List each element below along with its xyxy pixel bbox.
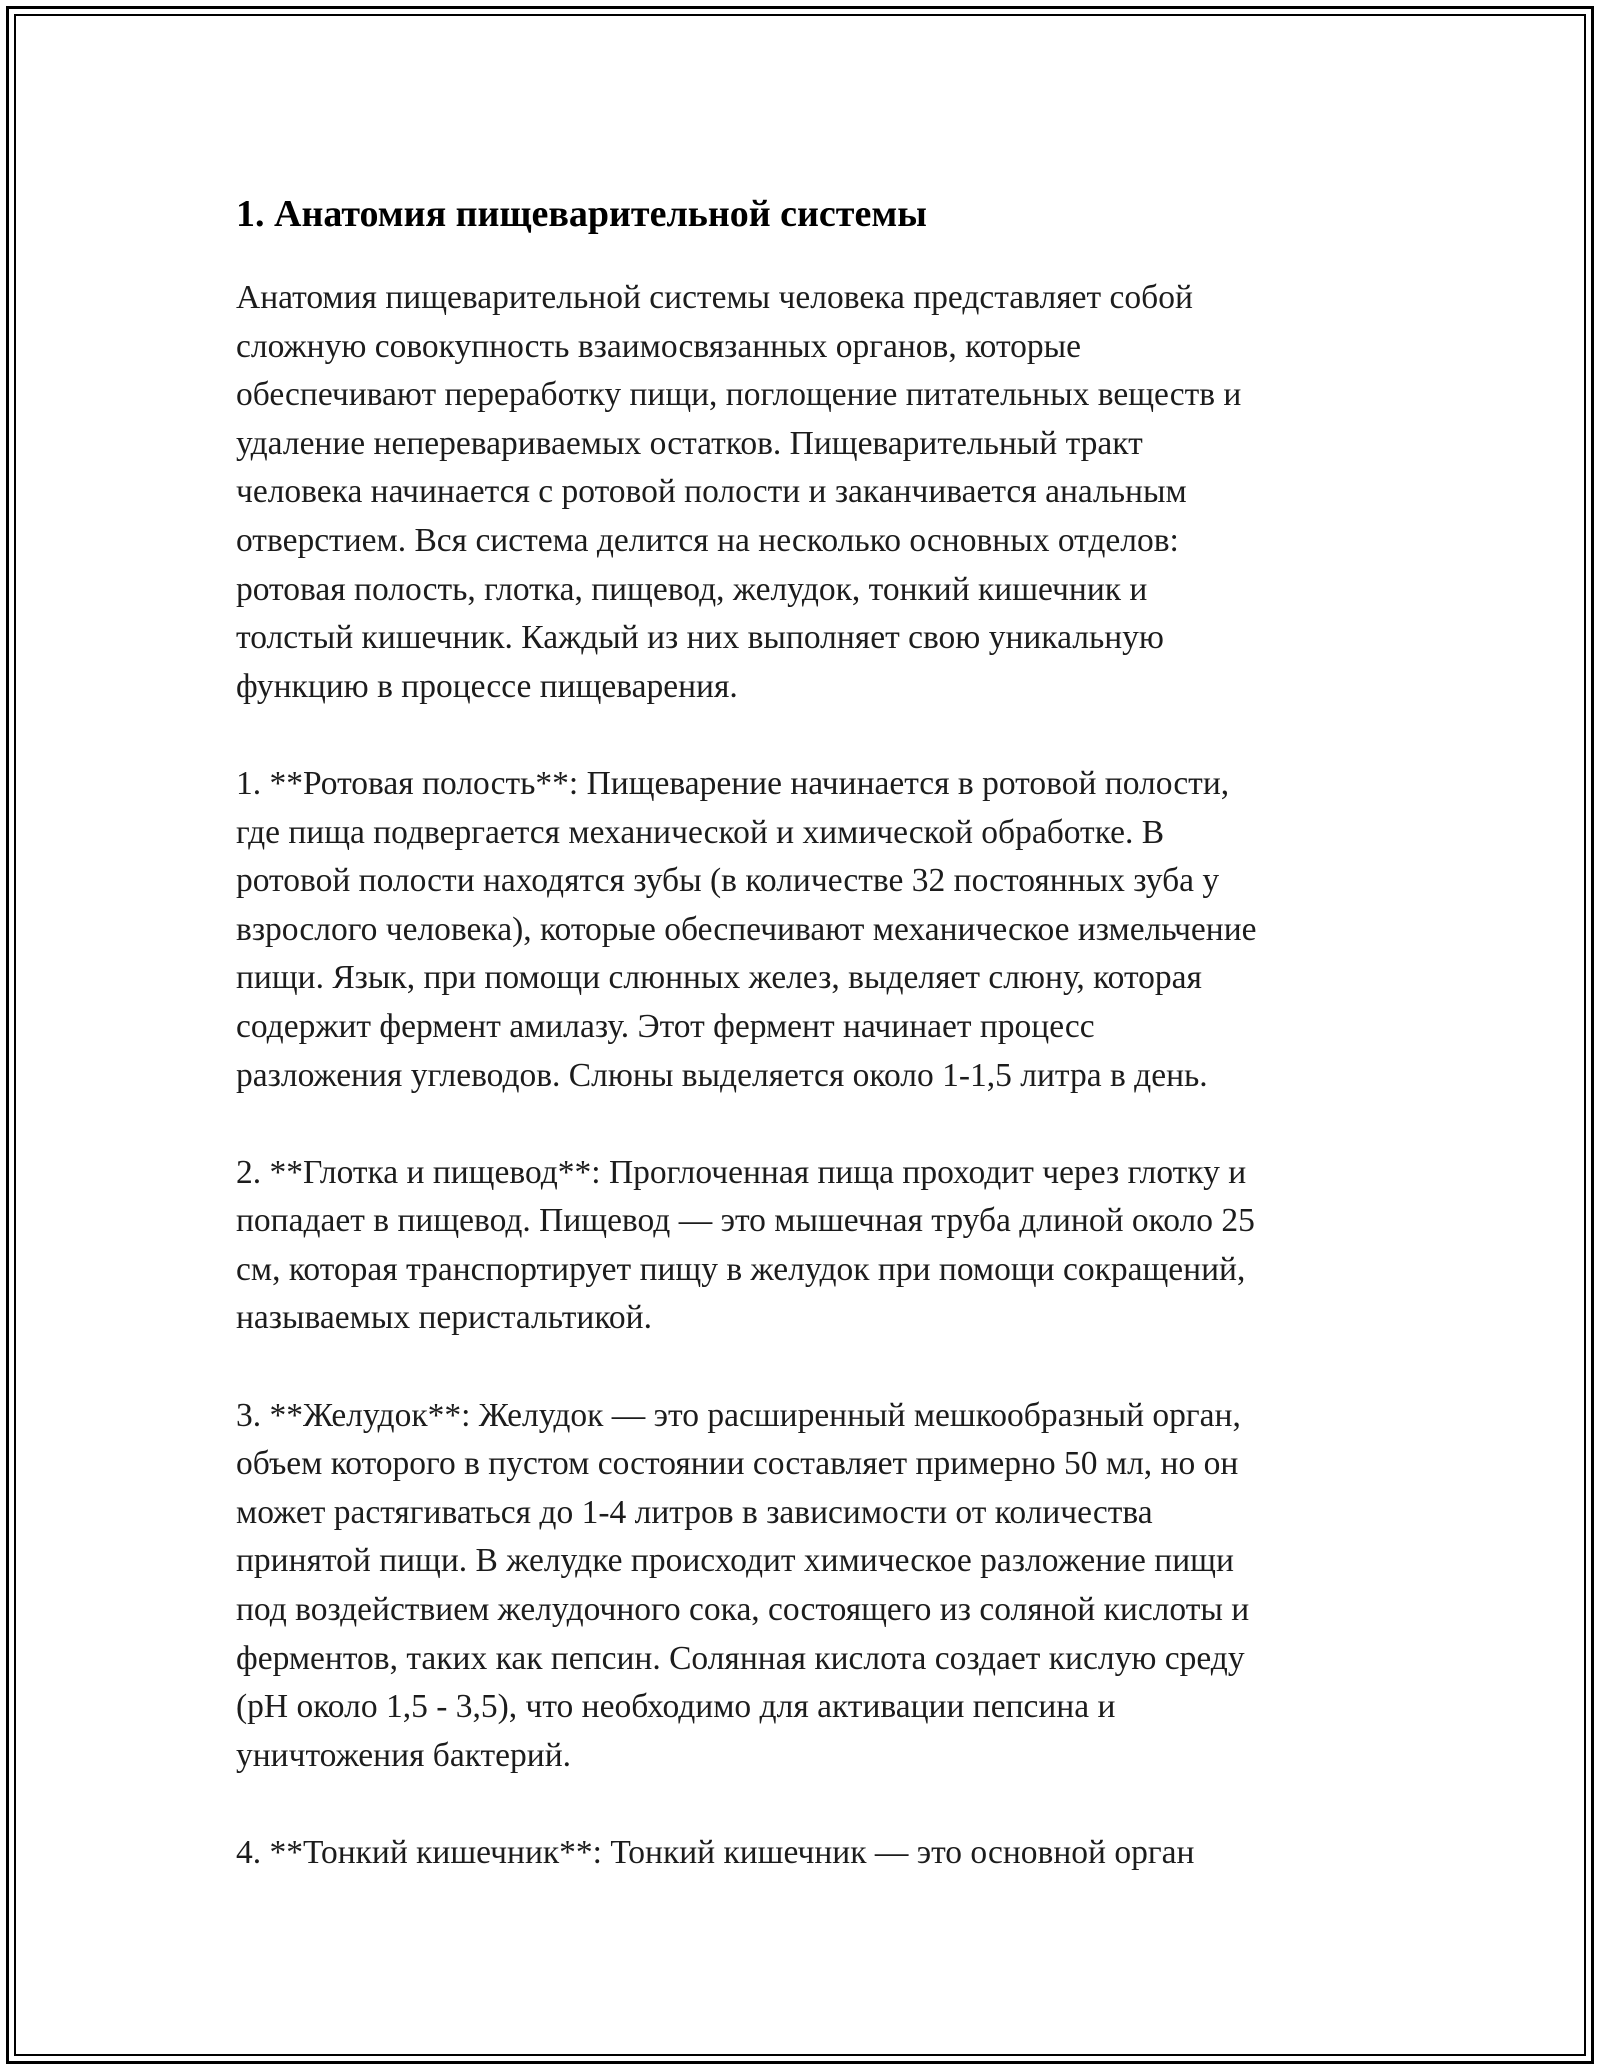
text-line: толстый кишечник. Каждый из них выполняет свою уникальную [236,619,1164,657]
text-line: Анатомия пищеварительной системы человека представляет собой [236,279,1193,316]
text-line: объем которого в пустом состоянии составляет примерно 50 мл, но он [236,1445,1239,1483]
text-line: отверстием. Вся система делится на несколько основных отделов: [236,521,1179,559]
text-line: под воздействием желудочного сока, состоящего из соляной кислоты и [236,1591,1250,1629]
text-line: (pH около 1,5 - 3,5), что необходимо для активации пепсина и [236,1688,1116,1726]
text-line: человека начинается с ротовой полости и заканчивается анальным [236,473,1187,511]
text-line: уничтожения бактерий. [236,1736,572,1774]
text-line: ротовая полость, глотка, пищевод, желудок, тонкий кишечник и [236,570,1148,608]
pharynx-esophagus-paragraph [236,1149,1366,1343]
text-line: сложную совокупность взаимосвязанных органов, которые [236,327,1082,365]
document-page [236,188,1366,1878]
text-line: может растягиваться до 1-4 литров в зависимости от количества [236,1493,1153,1531]
text-line: где пища подвергается механической и химической обработке. В [236,813,1165,851]
page-title: 1. Анатомия пищеварительной системы [236,193,927,235]
text-line: взрослого человека), которые обеспечивают механическое измельчение [236,910,1257,948]
text-line: ферментов, таких как пепсин. Солянная кислота создает кислую среду [236,1639,1245,1677]
text-line: разложения углеводов. Слюны выделяется около 1-1,5 литра в день. [236,1056,1208,1094]
text-line: ротовой полости находятся зубы (в количестве 32 постоянных зуба у [236,862,1220,900]
intro-paragraph [236,274,1366,711]
stomach-paragraph [236,1392,1366,1781]
text-line: называемых перистальтикой. [236,1299,652,1337]
text-line: попадает в пищевод. Пищевод — это мышечная труба длиной около 25 [236,1202,1255,1240]
text-line: 3. **Желудок**: Желудок — это расширенный мешкообразный орган, [236,1396,1241,1434]
text-line: 2. **Глотка и пищевод**: Проглоченная пища проходит через глотку и [236,1153,1247,1191]
text-line: содержит фермент амилазу. Этот фермент начинает процесс [236,1007,1095,1045]
text-line: функцию в процессе пищеварения. [236,667,738,705]
small-intestine-paragraph [236,1829,1366,1878]
text-line: обеспечивают переработку пищи, поглощение питательных веществ и [236,376,1242,414]
text-line: 4. **Тонкий кишечник**: Тонкий кишечник — это основной орган [236,1834,1195,1871]
text-line: пищи. Язык, при помощи слюнных желез, выделяет слюну, которая [236,959,1202,997]
text-line: 1. **Ротовая полость**: Пищеварение начинается в ротовой полости, [236,764,1230,802]
text-line: принятой пищи. В желудке происходит химическое разложение пищи [236,1542,1234,1580]
text-line: удаление неперевариваемых остатков. Пищеварительный тракт [236,424,1143,462]
oral-cavity-paragraph [236,760,1366,1100]
text-line: см, которая транспортирует пищу в желудок при помощи сокращений, [236,1250,1246,1288]
